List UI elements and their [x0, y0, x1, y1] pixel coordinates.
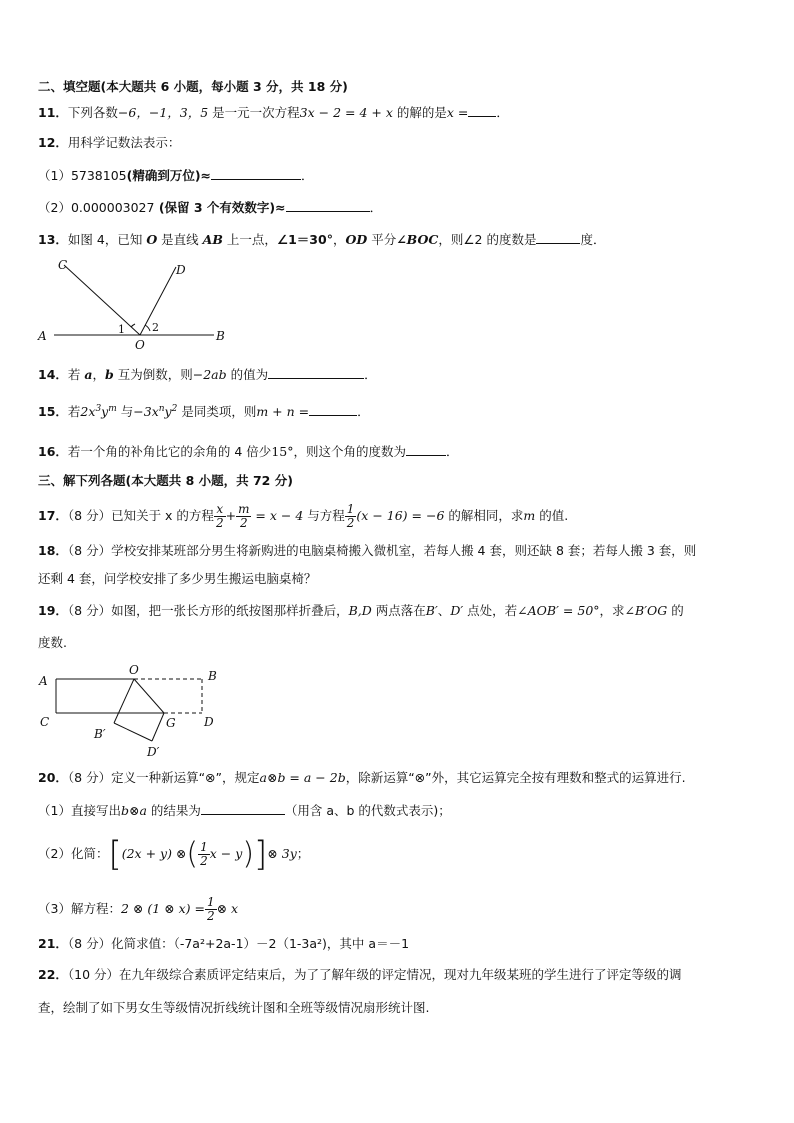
question-20-part-1 [38, 802, 451, 819]
label-d-prime: D′ [147, 745, 160, 759]
term-base: y [101, 404, 109, 420]
edge-bp-dp [114, 723, 152, 741]
answer-blank[interactable] [309, 403, 357, 416]
fraction-one-half [198, 841, 210, 868]
punctuation: ． [301, 168, 314, 183]
denominator: 2 [206, 909, 215, 923]
question-16 [38, 443, 459, 460]
question-text: 若一个角的补角比它的余角的 4 倍少 [67, 444, 272, 459]
angle-1-arc [131, 324, 135, 327]
question-20-part-2 [38, 832, 309, 877]
point-label: O [146, 232, 158, 247]
term-base: y [164, 404, 172, 420]
question-text: （8 分）定义一种新运算“⊗”，规定 [67, 770, 260, 785]
number-value: 5738105 [70, 168, 127, 183]
question-19-line-2: 度数. [38, 635, 67, 650]
question-12-part-1 [38, 167, 314, 184]
exponent: m [108, 404, 117, 414]
paren-right: ) [242, 836, 255, 872]
label-b-prime: B′ [94, 727, 106, 741]
label-g: G [166, 716, 176, 730]
question-text: （8 分）化简求值：（-7a²+2a-1）－2（1-3a²)，其中 a＝－1 [67, 936, 410, 951]
sub-label: （2）化简： [38, 846, 109, 861]
question-text: 度． [580, 232, 606, 247]
question-text: 平分 [367, 232, 397, 247]
question-text: 若 [67, 367, 85, 382]
section-2-heading: 二、填空题(本大题共 6 小题，每小题 3 分，共 18 分) [38, 79, 348, 94]
point-labels: B,D [348, 603, 372, 618]
punctuation: ． [496, 105, 509, 120]
punctuation: 、 [437, 603, 451, 618]
question-number: 13． [38, 232, 68, 247]
variable: a [84, 367, 93, 382]
sub-label: （3）解方程： [38, 901, 121, 916]
question-text: 若 [67, 404, 81, 420]
numerator: 1 [346, 502, 355, 516]
denominator: 2 [215, 516, 224, 530]
question-number: 12． [38, 135, 68, 150]
question-text: 的 [667, 603, 684, 618]
question-text: 的解相同，求 [444, 508, 524, 523]
question-20 [38, 770, 686, 786]
answer-blank[interactable] [268, 366, 364, 379]
label-b: B [208, 669, 217, 683]
section-3-heading: 三、解下列各题(本大题共 8 小题，共 72 分) [38, 473, 293, 488]
line-label: AB [202, 232, 223, 247]
question-21 [38, 936, 409, 952]
question-text: 的解的是 [392, 105, 447, 120]
question-text: （8 分）如图，把一张长方形的纸按图那样折叠后， [67, 603, 349, 618]
punctuation: ， [332, 232, 346, 247]
label-a: A [38, 329, 47, 343]
question-text: 的值为 [226, 367, 269, 382]
label-o: O [129, 663, 139, 677]
numerator: 1 [206, 895, 215, 909]
question-18 [38, 543, 696, 559]
question-14 [38, 366, 377, 383]
point-label: D′ [450, 603, 464, 618]
question-number: 11． [38, 105, 68, 120]
question-19 [38, 603, 684, 619]
question-13 [38, 231, 605, 248]
expression: −2ab [192, 367, 227, 382]
label-d: D [176, 263, 186, 277]
question-text: 如图 4，已知 [67, 232, 147, 247]
question-number: 18． [38, 543, 68, 558]
question-text: 用科学记数法表示： [67, 135, 181, 150]
term-2 [133, 404, 177, 419]
question-17 [38, 500, 568, 532]
answer-blank[interactable] [286, 199, 370, 212]
label-a: A [39, 674, 48, 688]
answer-blank[interactable] [211, 167, 301, 180]
paren-left: ( [186, 836, 199, 872]
fraction-one-half [205, 896, 217, 923]
fraction-one-half [345, 503, 357, 530]
punctuation: ． [445, 444, 459, 459]
question-text: ，求 [599, 603, 625, 618]
question-text: 的结果为 [146, 803, 201, 818]
bracket-left: [ [108, 834, 122, 875]
instruction-note: （用含 a、b 的代数式表示)； [284, 803, 451, 818]
term-base: −3x [133, 404, 159, 420]
question-text: 互为倒数，则 [113, 367, 193, 382]
numerator: 1 [200, 840, 208, 854]
question-12-part-2 [38, 199, 382, 216]
answer-blank[interactable] [406, 443, 446, 456]
question-text: 是直线 [157, 232, 203, 247]
ray-oc [64, 265, 140, 335]
angle-2-arc [145, 325, 150, 331]
angle-label: ∠BOC [396, 232, 439, 247]
exponent: 2 [171, 404, 178, 414]
question-text: 与方程 [303, 508, 345, 523]
fraction-x-over-2 [214, 503, 226, 530]
punctuation: ； [296, 846, 310, 861]
expression: (2x + y) ⊗ [121, 846, 187, 861]
edge-ob-prime [114, 679, 134, 723]
expression: b⊗a [120, 803, 147, 818]
numerator: m [238, 502, 250, 516]
term-base: 2x [80, 404, 96, 420]
question-text: 下列各数 [67, 105, 118, 120]
angle-figure [34, 255, 234, 355]
question-text: ，除新运算“⊗”外，其它运算完全按有理数和整式的运算进行. [345, 770, 686, 785]
punctuation: ， [92, 367, 106, 382]
question-22 [38, 967, 682, 983]
angle-value: ∠AOB′ = 50° [517, 603, 600, 618]
variable: m [523, 508, 536, 523]
answer-blank[interactable] [536, 231, 580, 244]
variable: b [105, 367, 114, 382]
question-11 [38, 104, 509, 121]
question-number: 21． [38, 936, 68, 951]
operator: + [225, 508, 237, 523]
answer-blank[interactable] [468, 104, 496, 117]
sub-label: （2） [38, 200, 71, 215]
label-d: D [204, 715, 214, 729]
question-text: ，则这个角的度数为 [293, 444, 406, 459]
ray-label: OD [345, 232, 368, 247]
question-18-line-2: 还剩 4 套，问学校安排了多少男生搬运电脑桌椅？ [38, 571, 317, 586]
question-number: 20． [38, 770, 68, 785]
operation-definition: a⊗b = a − 2b [259, 770, 346, 785]
term-1 [80, 404, 116, 419]
question-20-part-3 [38, 893, 238, 925]
question-12 [38, 135, 180, 151]
question-number: 17． [38, 508, 68, 523]
punctuation: ． [357, 404, 370, 420]
label-c: C [40, 715, 50, 729]
expression: m + n = [256, 404, 310, 420]
instruction-note: (精确到万位)≈ [126, 168, 212, 183]
bracket-right: ] [254, 834, 268, 875]
label-angle-1: 1 [118, 323, 125, 336]
sub-label: （1）直接写出 [38, 803, 121, 818]
punctuation: ． [369, 200, 383, 215]
label-b: B [216, 329, 225, 343]
denominator: 2 [200, 854, 208, 868]
answer-blank[interactable] [201, 802, 285, 815]
question-text: 是一元一次方程 [208, 105, 300, 120]
question-text: （10 分）在九年级综合素质评定结束后，为了了解年级的评定情况，现对九年级某班的学生进行了评定等级的调 [67, 967, 682, 982]
exponent: 3 [95, 404, 102, 414]
question-number: 19． [38, 603, 68, 618]
question-number: 14． [38, 367, 68, 382]
instruction-note: (保留 3 个有效数字)≈ [154, 200, 286, 215]
numerator: x [214, 503, 226, 517]
folded-rectangle-figure [34, 660, 234, 760]
sub-label: （1） [38, 168, 71, 183]
expression: ⊗ x [216, 901, 239, 916]
question-text: （8 分）学校安排某班部分男生将新购进的电脑桌椅搬入微机室，若每人搬 4 套，则还缺 8 套；若每人搬 3 套，则 [67, 543, 697, 558]
label-angle-2: 2 [152, 321, 159, 334]
expression: (x − 16) = −6 [356, 508, 445, 523]
exponent: n [158, 404, 165, 414]
fold-line-og [134, 679, 164, 713]
number-value: 0.000003027 [70, 200, 155, 215]
point-label: B′ [425, 603, 438, 618]
answer-prefix: x = [446, 105, 469, 120]
edge-dp-g [152, 713, 164, 741]
question-number: 15． [38, 404, 68, 420]
angle-value: 15° [271, 444, 294, 459]
question-text: （8 分）已知关于 x 的方程 [67, 508, 214, 523]
denominator: 2 [239, 516, 248, 530]
fraction-m-over-2 [236, 503, 251, 530]
question-text: 与 [116, 404, 134, 420]
number-options: −6，−1，3，5 [117, 105, 209, 120]
denominator: 2 [346, 516, 355, 530]
question-text: ，则∠2 的度数是 [438, 232, 537, 247]
angle-label: ∠B′OG [624, 603, 668, 618]
question-number: 16． [38, 444, 68, 459]
punctuation: ． [364, 367, 377, 382]
expression: x − y [209, 846, 243, 861]
question-text: 点处，若 [463, 603, 518, 618]
question-22-line-2: 查，绘制了如下男女生等级情况折线统计图和全班等级情况扇形统计图. [38, 1000, 430, 1015]
equation: 3x − 2 = 4 + x [299, 105, 393, 120]
label-c: C [58, 258, 68, 272]
question-number: 22． [38, 967, 68, 982]
question-text: 是同类项，则 [177, 404, 257, 420]
question-text: 两点落在 [371, 603, 426, 618]
question-text: 上一点， [222, 232, 277, 247]
question-text: 的值. [535, 508, 569, 523]
label-o: O [135, 338, 145, 352]
expression: ⊗ 3y [267, 846, 297, 861]
expression: 2 ⊗ (1 ⊗ x) = [120, 901, 205, 916]
angle-value: ∠1＝30° [276, 232, 333, 247]
expression: = x − 4 [251, 508, 304, 523]
question-15 [38, 401, 370, 420]
